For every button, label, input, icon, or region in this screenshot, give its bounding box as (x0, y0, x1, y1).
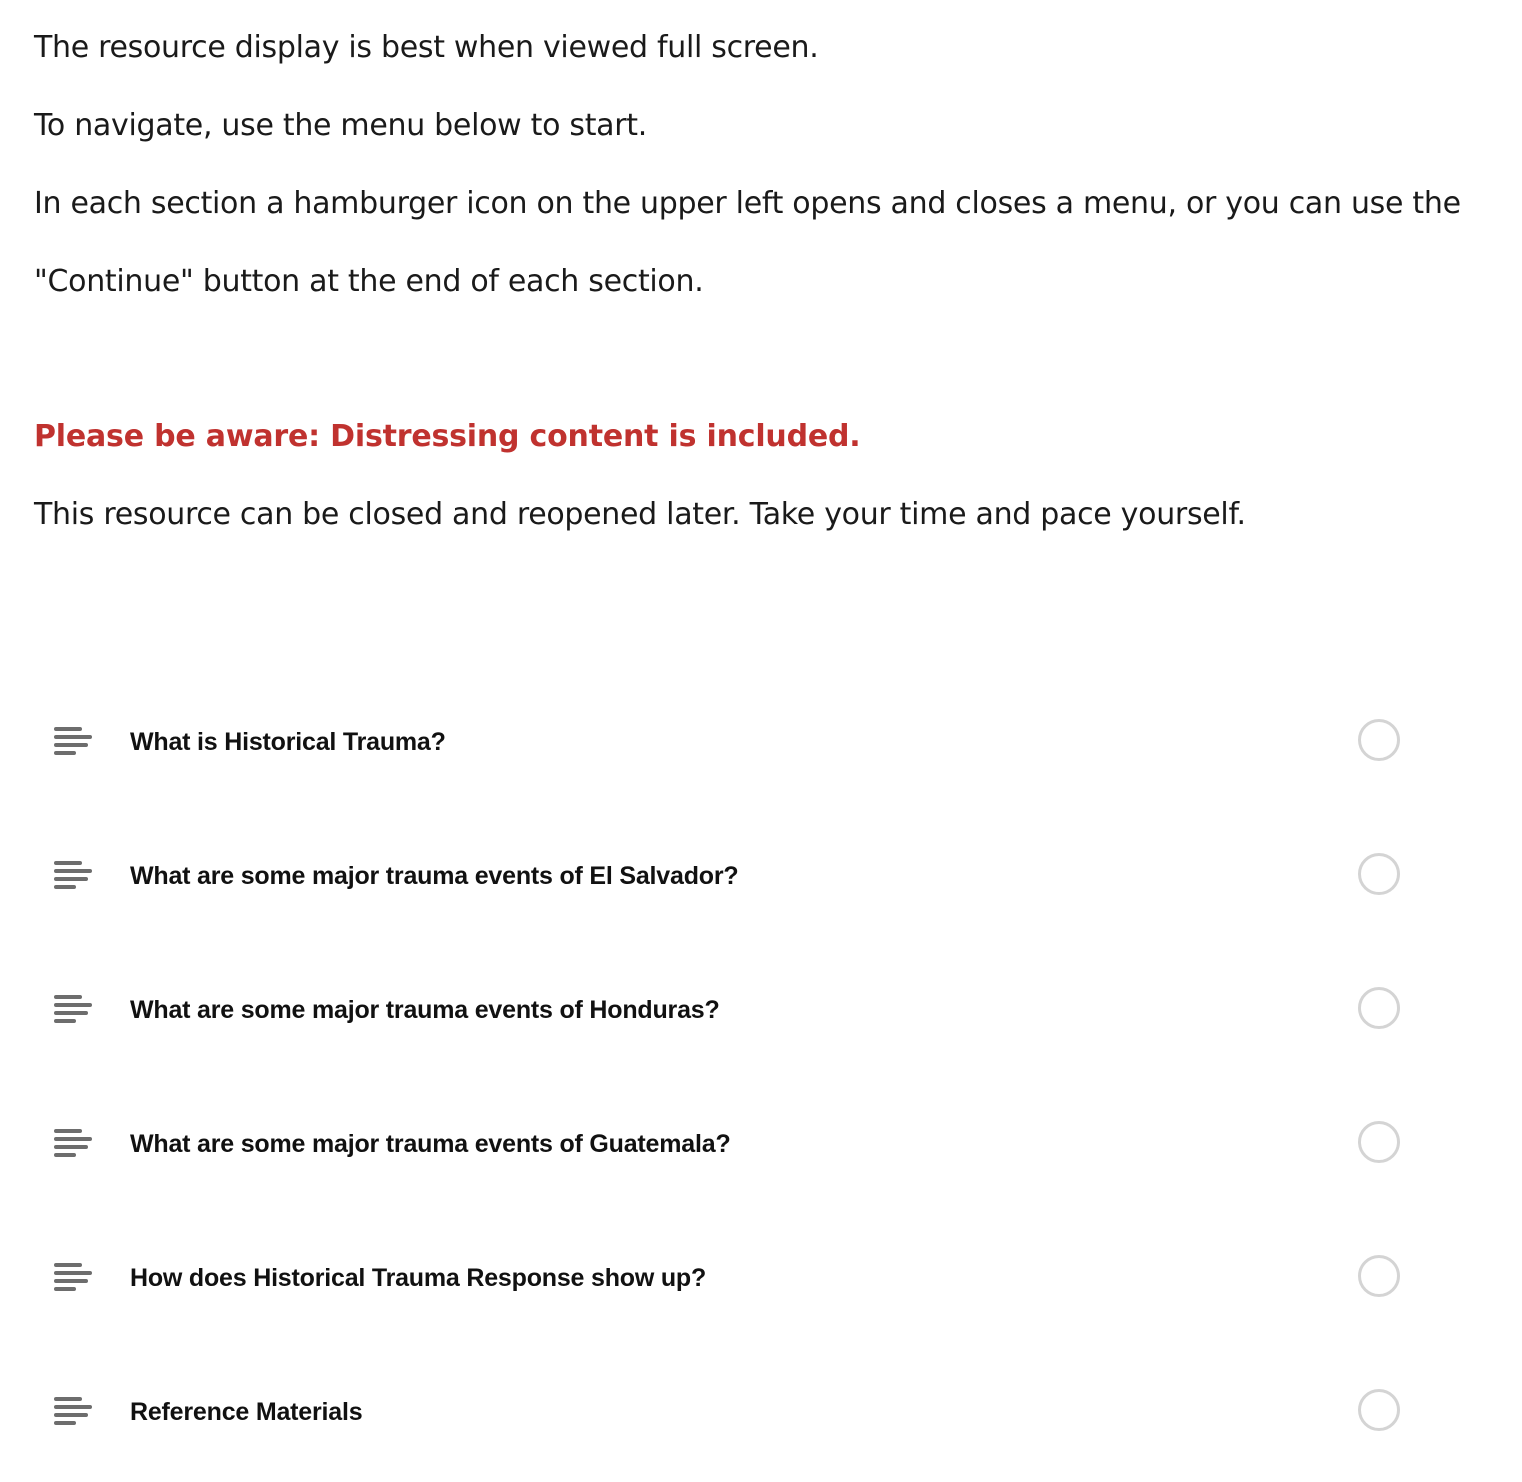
incomplete-status-icon (1358, 719, 1400, 761)
lesson-lines-icon (54, 861, 92, 891)
lesson-item-label: What are some major trauma events of El Salvador? (130, 862, 739, 890)
lesson-item-label: What are some major trauma events of Guatemala? (130, 1130, 731, 1158)
intro-line-navigate: To navigate, use the menu below to start. (34, 108, 647, 143)
distressing-content-warning: Please be aware: Distressing content is included. (34, 419, 861, 454)
lesson-lines-icon (54, 727, 92, 757)
lesson-item-label: How does Historical Trauma Response show up? (130, 1264, 707, 1292)
lesson-item-label: What are some major trauma events of Honduras? (130, 996, 720, 1024)
lesson-item-honduras[interactable] (0, 940, 1522, 1074)
lesson-lines-icon (54, 1129, 92, 1159)
incomplete-status-icon (1358, 1255, 1400, 1297)
lesson-item-trauma-response[interactable] (0, 1208, 1522, 1342)
intro-line-hamburger-2: "Continue" button at the end of each section. (34, 264, 704, 299)
incomplete-status-icon (1358, 987, 1400, 1029)
lesson-item-guatemala[interactable] (0, 1074, 1522, 1208)
lesson-item-label: Reference Materials (130, 1398, 363, 1426)
lesson-lines-icon (54, 1397, 92, 1427)
lesson-lines-icon (54, 1263, 92, 1293)
intro-line-hamburger-1: In each section a hamburger icon on the upper left opens and closes a menu, or you can use the (34, 186, 1461, 221)
lesson-item-reference-materials[interactable] (0, 1342, 1522, 1476)
incomplete-status-icon (1358, 1389, 1400, 1431)
incomplete-status-icon (1358, 853, 1400, 895)
lesson-lines-icon (54, 995, 92, 1025)
intro-text (34, 0, 1494, 321)
intro-line-fullscreen: The resource display is best when viewed full screen. (34, 30, 819, 65)
lesson-item-el-salvador[interactable] (0, 806, 1522, 940)
lesson-item-historical-trauma[interactable] (0, 672, 1522, 806)
pace-yourself-note: This resource can be closed and reopened later. Take your time and pace yourself. (34, 497, 1246, 532)
lesson-menu (0, 672, 1522, 1476)
incomplete-status-icon (1358, 1121, 1400, 1163)
lesson-item-label: What is Historical Trauma? (130, 728, 446, 756)
